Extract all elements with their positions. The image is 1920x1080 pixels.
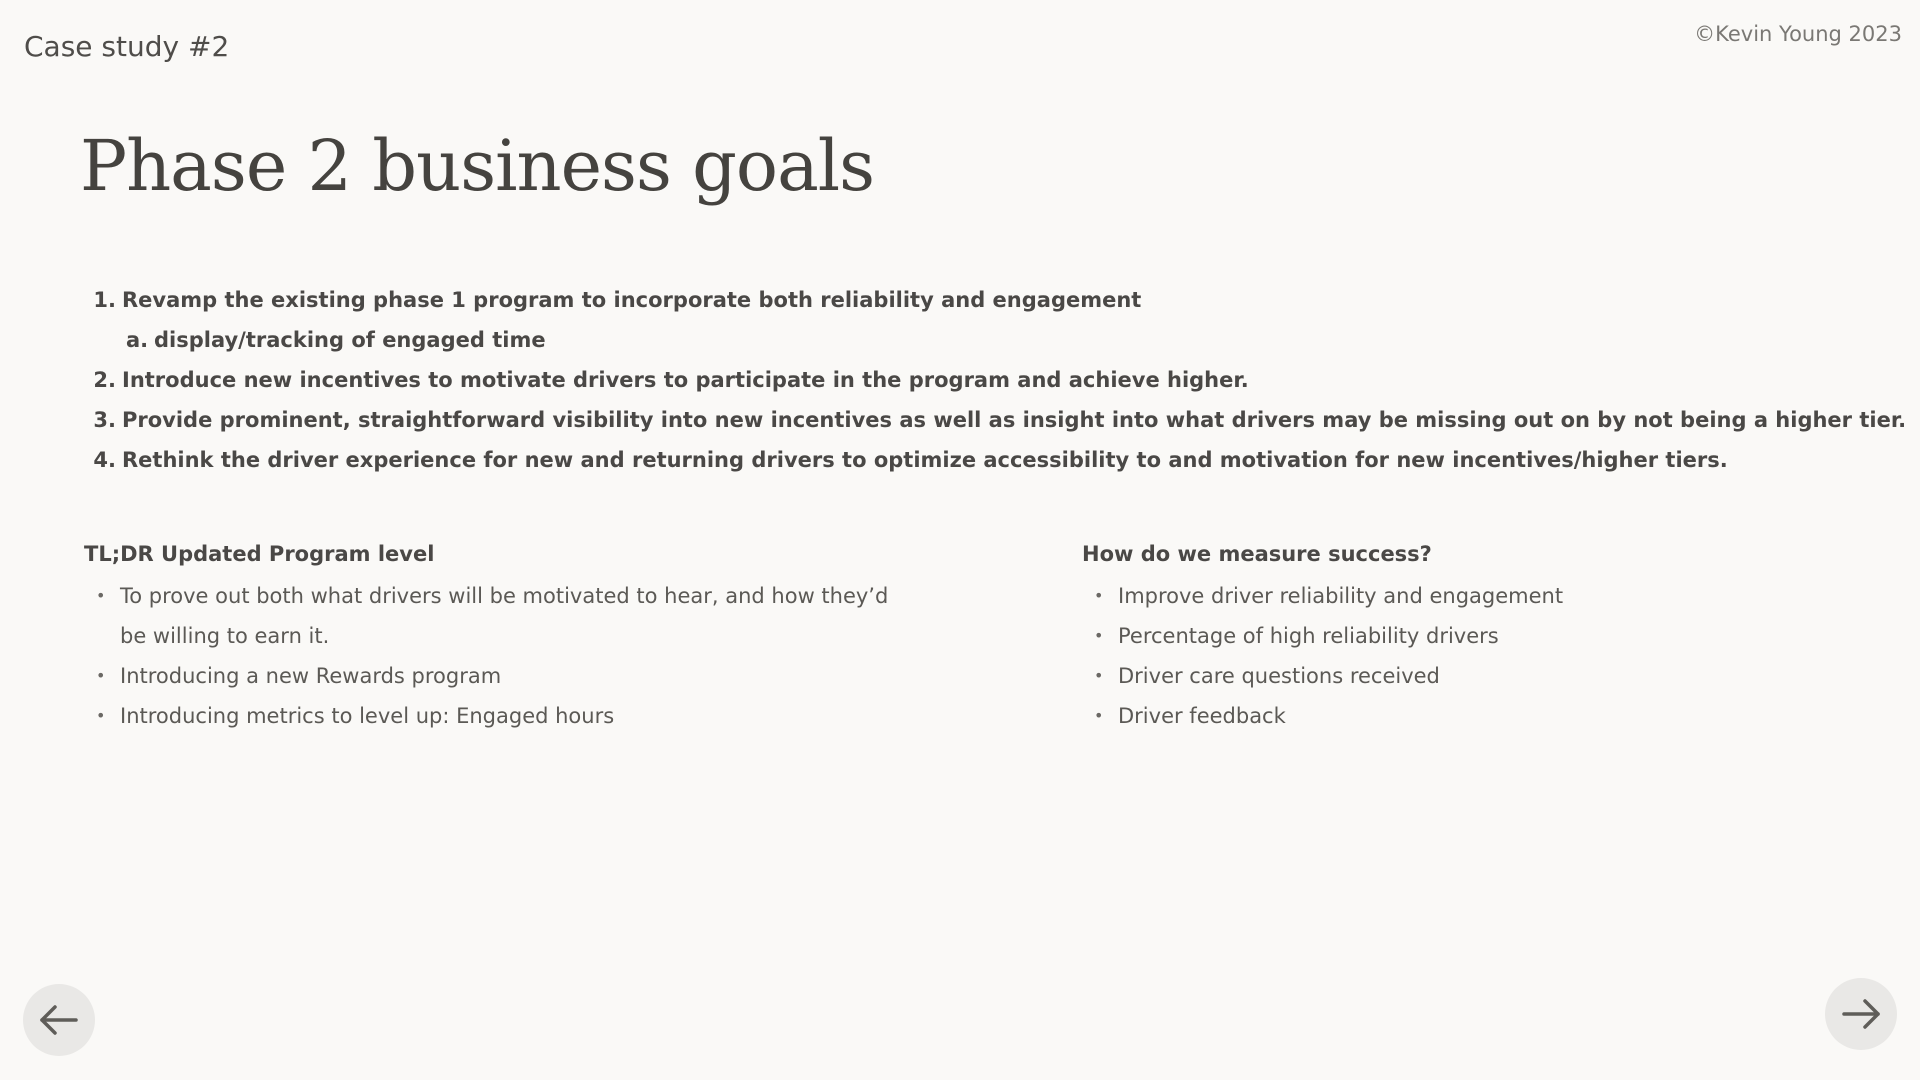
goals-list (90, 280, 1907, 480)
success-heading: How do we measure success? (1082, 542, 1432, 566)
list-item: • Improve driver reliability and engagement (1082, 576, 1862, 616)
section-label: Case study #2 (24, 30, 230, 63)
goal-text: Introduce new incentives to motivate drivers to participate in the program and achieve higher. (122, 368, 1249, 392)
list-item: • Introducing a new Rewards program (84, 656, 904, 696)
goal-text: Provide prominent, straightforward visibility into new incentives as well as insight into what drivers may be missing out on by not being a higher tier. (122, 408, 1907, 432)
previous-slide-button[interactable] (23, 984, 95, 1056)
goal-text: display/tracking of engaged time (154, 328, 546, 352)
success-list (1082, 576, 1862, 736)
arrow-left-icon (37, 998, 81, 1042)
page-title: Phase 2 business goals (80, 125, 875, 207)
goal-marker: 2. (93, 368, 116, 392)
goal-subitem (90, 320, 1850, 360)
goal-marker: 3. (93, 408, 116, 432)
list-item: • Driver care questions received (1082, 656, 1862, 696)
tldr-section (84, 536, 904, 736)
tldr-list (84, 576, 904, 736)
list-item: • To prove out both what drivers will be motivated to hear, and how they’d be willing to earn it. (84, 576, 904, 656)
goal-text: Revamp the existing phase 1 program to incorporate both reliability and engagement (122, 288, 1142, 312)
tldr-heading: TL;DR Updated Program level (84, 542, 435, 566)
goal-marker: 1. (93, 288, 116, 312)
goal-marker: 4. (93, 448, 116, 472)
copyright-text: ©Kevin Young 2023 (1694, 22, 1902, 46)
list-item: • Introducing metrics to level up: Engaged hours (84, 696, 904, 736)
arrow-right-icon (1839, 992, 1883, 1036)
goal-item (90, 360, 1850, 400)
list-item: • Driver feedback (1082, 696, 1862, 736)
goal-text: Rethink the driver experience for new and returning drivers to optimize accessibility to and motivation for new incentives/higher tiers. (122, 448, 1728, 472)
next-slide-button[interactable] (1825, 978, 1897, 1050)
success-section (1082, 536, 1862, 736)
goal-marker: a. (126, 328, 149, 352)
goal-item (90, 400, 1907, 440)
list-item: • Percentage of high reliability drivers (1082, 616, 1862, 656)
goal-item (90, 440, 1850, 480)
goal-item (90, 280, 1850, 320)
